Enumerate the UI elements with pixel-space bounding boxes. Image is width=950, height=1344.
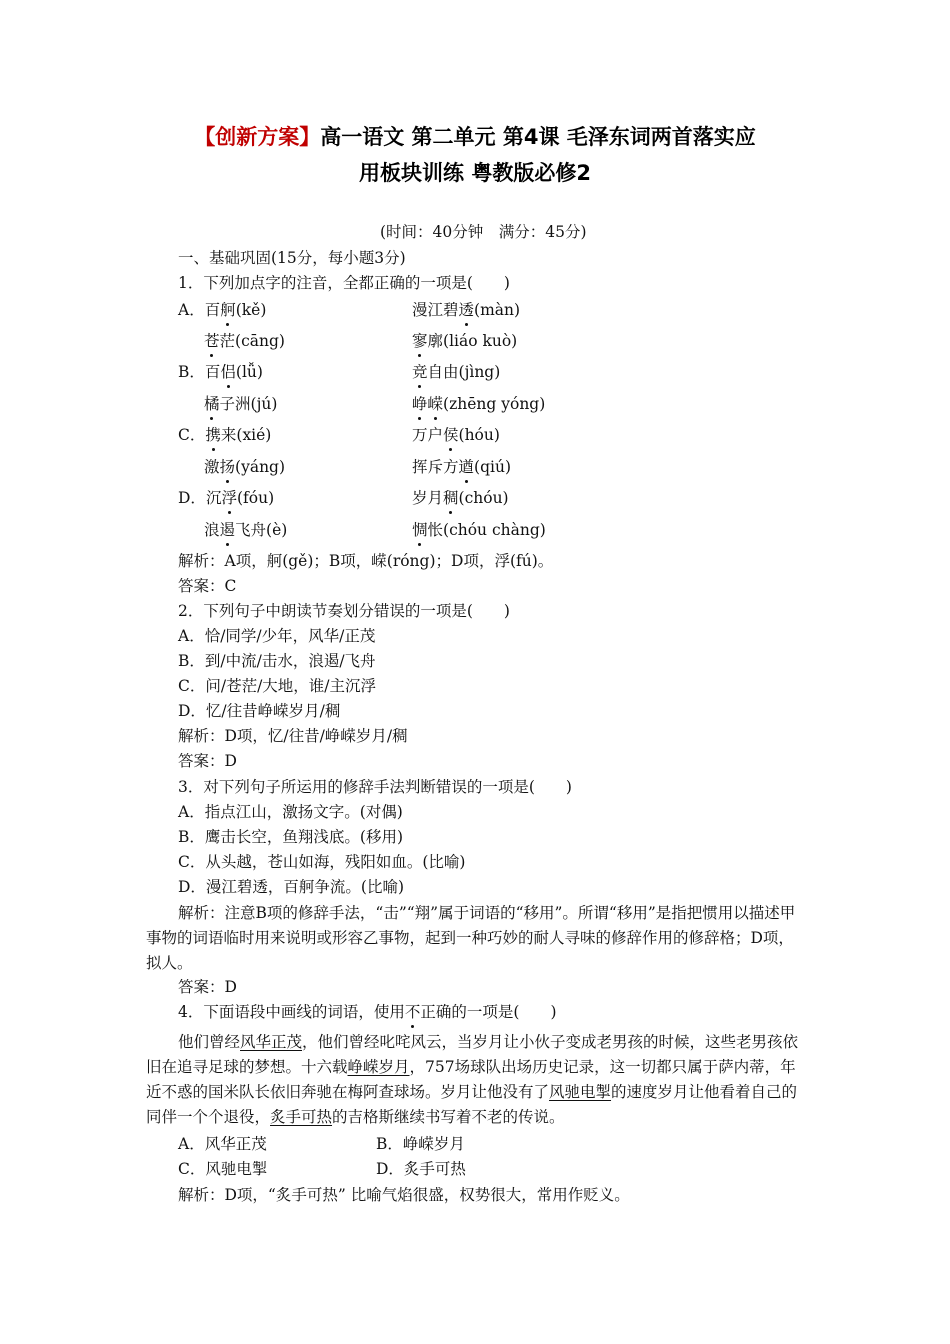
- option-label: C．: [178, 426, 206, 444]
- q1-option-b-row1: B．百侣(lǚ) 竞自由(jìng): [178, 363, 501, 381]
- q3-answer: 答案：D: [178, 978, 237, 996]
- dotted-char: 稠: [443, 489, 459, 507]
- q2-answer: 答案：D: [178, 752, 237, 770]
- dotted-char: 惆: [412, 521, 428, 539]
- q1-option-d-row2: 浪遏飞舟(è) 惆怅(chóu chàng): [204, 521, 546, 539]
- exam-meta: (时间：40分钟 满分：45分): [380, 223, 587, 241]
- q2-stem: 2．下列句子中朗读节奏划分错误的一项是( ): [178, 602, 510, 620]
- q3-analysis: 解析：注意B项的修辞手法，“击”“翔”属于词语的“移用”。所谓“移用”是指把惯用以描述甲事物的词语临时用来说明或形容乙事物，起到一种巧妙的耐人寻味的修辞作用的修辞格；D项，拟人。: [146, 904, 796, 972]
- q4-option-d: D．炙手可热: [376, 1160, 466, 1178]
- dotted-char: 竞: [412, 363, 428, 381]
- dotted-char: 遏: [219, 521, 236, 539]
- q1-analysis: 解析：A项，舸(gě)；B项，嵘(róng)；D项，浮(fú)。: [178, 552, 554, 570]
- q3-stem: 3．对下列句子所运用的修辞手法判断错误的一项是( ): [178, 778, 572, 796]
- dotted-char: 苍: [204, 332, 220, 350]
- dotted-char: 透: [458, 301, 475, 319]
- q3-option-b: B．鹰击长空，鱼翔浅底。(移用): [178, 828, 403, 846]
- dotted-char: 侣: [220, 363, 236, 381]
- option-label: B．: [178, 363, 205, 381]
- q3-option-a: A．指点江山，激扬文字。(对偶): [178, 803, 403, 821]
- q4-analysis: 解析：D项，“炙手可热” 比喻气焰很盛，权势很大，常用作贬义。: [178, 1186, 630, 1204]
- q1-option-d-row1: D．沉浮(fóu) 岁月稠(chóu): [178, 489, 509, 507]
- q2-analysis: 解析：D项，忆/往昔/峥嵘岁月/稠: [178, 727, 408, 745]
- dotted-char: 橘: [204, 395, 220, 413]
- q4-option-a: A．风华正茂: [178, 1135, 267, 1153]
- dotted-char: 不: [404, 1003, 421, 1021]
- q1-answer: 答案：C: [178, 577, 237, 595]
- underlined-term: 风华正茂: [240, 1033, 303, 1051]
- section-heading: 一、基础巩固(15分，每小题3分): [178, 249, 406, 267]
- underlined-term: 炙手可热: [270, 1108, 333, 1126]
- dotted-char: 浮: [221, 489, 237, 507]
- doc-title-line2: 用板块训练 粤教版必修2: [359, 161, 591, 185]
- dotted-char: 寥: [412, 332, 428, 350]
- q1-option-a-row1: A．百舸(kě) 漫江碧透(màn): [178, 301, 521, 319]
- q2-option-d: D．忆/往昔峥嵘岁月/稠: [178, 702, 341, 720]
- q4-stem: 4．下面语段中画线的词语，使用不正确的一项是( ): [178, 1003, 557, 1021]
- dotted-char: 侯: [443, 426, 459, 444]
- dotted-char: 舸: [220, 301, 236, 319]
- q4-option-c: C．风驰电掣: [178, 1160, 268, 1178]
- q1-option-c-row2: 激扬(yáng) 挥斥方遒(qiú): [204, 458, 511, 476]
- q1-option-b-row2: 橘子洲(jú) 峥嵘(zhēng yóng): [204, 395, 546, 413]
- q3-option-d: D．漫江碧透，百舸争流。(比喻): [178, 878, 405, 896]
- q3-option-c: C．从头越，苍山如海，残阳如血。(比喻): [178, 853, 466, 871]
- option-label: A．: [178, 301, 205, 319]
- q2-option-c: C．问/苍茫/大地，谁/主沉浮: [178, 677, 377, 695]
- q1-option-c-row1: C．携来(xié) 万户侯(hóu): [178, 426, 500, 444]
- q1-option-a-row2: 苍茫(cāng) 寥廓(liáo kuò): [204, 332, 518, 350]
- underlined-term: 峥嵘岁月: [347, 1058, 410, 1076]
- dotted-char: 嵘: [427, 395, 444, 413]
- underlined-term: 风驰电掣: [549, 1083, 612, 1101]
- q4-passage: 他们曾经风华正茂，他们曾经叱咤风云，当岁月让小伙子变成老男孩的时候，这些老男孩依旧在追寻足球的梦想。十六载峥嵘岁月，757场球队出场历史记录，这一切都只属于萨内蒂，年近不惑的国米队长依旧奔驰在梅阿查球场。岁月让他没有了风驰电掣的速度岁月让他看着自己的同伴一个个退役，炙手可热的吉格斯继续书写着不老的传说。: [146, 1033, 799, 1126]
- q1-stem: 1．下列加点字的注音，全都正确的一项是( ): [178, 274, 510, 292]
- title-bracket: 【创新方案】: [194, 125, 321, 149]
- doc-title-line1: [0, 121, 950, 151]
- dotted-char: 扬: [219, 458, 236, 476]
- dotted-char: 峥: [412, 395, 428, 413]
- dotted-char: 遒: [458, 458, 475, 476]
- option-label: D．: [178, 489, 206, 507]
- title-line1-rest: 高一语文 第二单元 第4课 毛泽东词两首落实应: [320, 125, 756, 149]
- q2-option-a: A．恰/同学/少年，风华/正茂: [178, 627, 376, 645]
- q4-option-b: B．峥嵘岁月: [376, 1135, 465, 1153]
- dotted-char: 携: [205, 426, 221, 444]
- q2-option-b: B．到/中流/击水，浪遏/飞舟: [178, 652, 376, 670]
